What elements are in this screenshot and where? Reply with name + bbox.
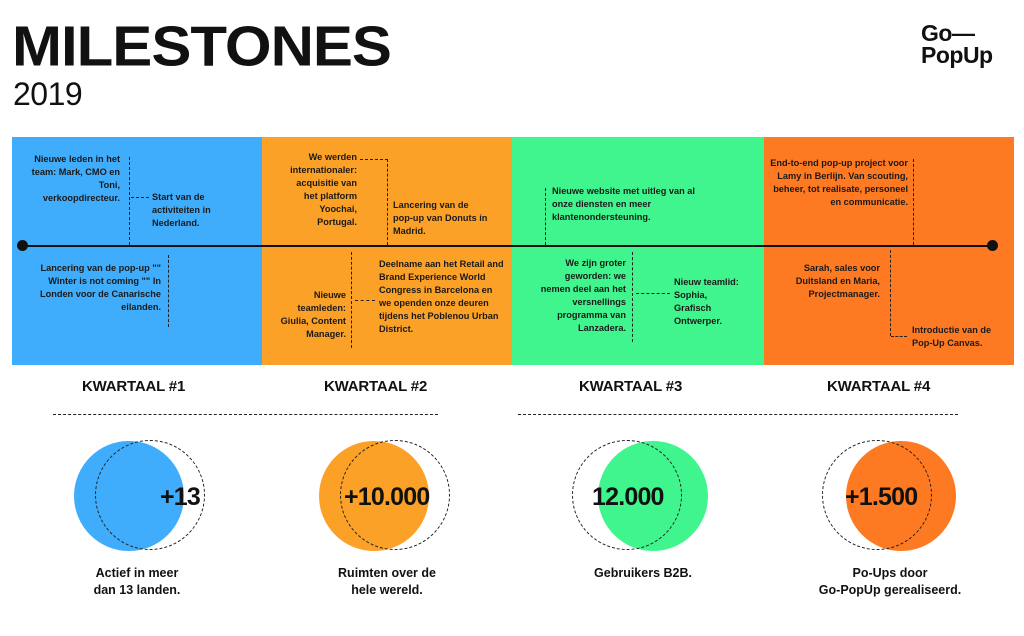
q2-milestone-donuts: Lancering van de pop-up van Donuts in Madrid. (393, 200, 488, 236)
q4-connector-1 (913, 159, 914, 245)
q4-milestone-canvas: Introductie van de Pop-Up Canvas. (912, 325, 992, 348)
stat-1-caption (62, 565, 212, 599)
dashed-divider-left (53, 414, 438, 415)
q1-milestone-winter-popup: Lancering van de pop-up "" Winter is not coming "" In Londen voor de Canarische eilanden. (40, 263, 161, 312)
quarter-1-label (81, 379, 186, 394)
quarter-3-label-text: KWARTAAL #3 (579, 378, 683, 395)
stat-4-caption-line-1: Po-Ups door (852, 566, 928, 580)
stat-3-caption (573, 565, 713, 582)
quarter-2-label (323, 379, 428, 394)
logo-line-1: Go— (921, 20, 975, 46)
timeline-axis (22, 245, 992, 247)
q4-milestone-lamy: End-to-end pop-up project voor Lamy in Berlijn. Van scouting, beheer, tot realisate, personeel en communicatie. (770, 158, 908, 207)
quarter-4-label (826, 379, 931, 394)
q3-connector-2 (632, 252, 633, 342)
stat-4-value: +1.500 (845, 483, 918, 511)
q1-connector-2 (131, 197, 149, 198)
q4-milestone-sarah-maria: Sarah, sales voor Duitsland en Maria, Projectmanager. (795, 263, 880, 299)
q2-milestone-barcelona: Deelname aan het Retail and Brand Experience World Congress in Barcelona en we openden onze deuren tijdens het Poblenou Urban District. (379, 259, 504, 334)
stat-1-value: +13 (160, 483, 201, 511)
q1-connector-1 (129, 157, 130, 245)
timeline-start-dot-icon (17, 240, 28, 251)
logo-line-2: PopUp (921, 42, 993, 68)
q3-milestone-sophia: Nieuw teamlid: Sophia, Grafisch Ontwerper. (674, 277, 739, 326)
stat-2-value: +10.000 (344, 483, 430, 511)
q3-connector-1 (545, 188, 546, 245)
q2-connector-2 (387, 159, 388, 245)
q2-milestone-yoochai: We werden internationaler: acquisitie van het platform Yoochai, Portugal. (290, 152, 357, 227)
quarter-4-label-text: KWARTAAL #4 (827, 378, 931, 395)
q2-connector-1 (360, 159, 388, 160)
stat-2-caption-line-2: hele wereld. (351, 583, 423, 597)
stat-3-value: 12.000 (592, 483, 664, 511)
q2-milestone-giulia: Nieuwe teamleden: Giulia, Content Manager. (280, 290, 346, 339)
stat-1-caption-line-1: Actief in meer (95, 566, 179, 580)
stat-2-caption (312, 565, 462, 599)
q3-milestone-lanzadera: We zijn groter geworden: we nemen deel aan het versnellings programma van Lanzadera. (540, 258, 626, 333)
q2-connector-4 (355, 300, 375, 301)
q4-connector-2 (890, 250, 891, 336)
q2-connector-3 (351, 252, 352, 348)
stat-4-caption-line-2: Go-PopUp gerealiseerd. (818, 583, 962, 597)
q3-connector-3 (636, 293, 670, 294)
q1-connector-3 (168, 255, 169, 327)
stat-4-caption (800, 565, 980, 599)
q4-connector-3 (891, 336, 907, 337)
go-popup-logo (921, 22, 993, 66)
timeline-end-dot-icon (987, 240, 998, 251)
stat-2-caption-line-1: Ruimten over de (338, 566, 436, 580)
stat-1-caption-line-2: dan 13 landen. (93, 583, 181, 597)
page-year: 2019 (13, 76, 83, 112)
q3-milestone-website: Nieuwe website met uitleg van al onze diensten en meer klantenondersteuning. (552, 186, 695, 222)
q1-milestone-new-team: Nieuwe leden in het team: Mark, CMO en Toni, verkoopdirecteur. (31, 154, 120, 203)
quarter-2-label-text: KWARTAAL #2 (324, 378, 428, 395)
stat-3-caption-line-1: Gebruikers B2B. (594, 566, 692, 580)
q1-milestone-netherlands: Start van de activiteiten in Nederland. (152, 192, 211, 228)
page-title: MILESTONES (12, 14, 391, 78)
quarter-3-label (578, 379, 683, 394)
quarter-1-label-text: KWARTAAL #1 (82, 378, 186, 395)
dashed-divider-right (518, 414, 958, 415)
